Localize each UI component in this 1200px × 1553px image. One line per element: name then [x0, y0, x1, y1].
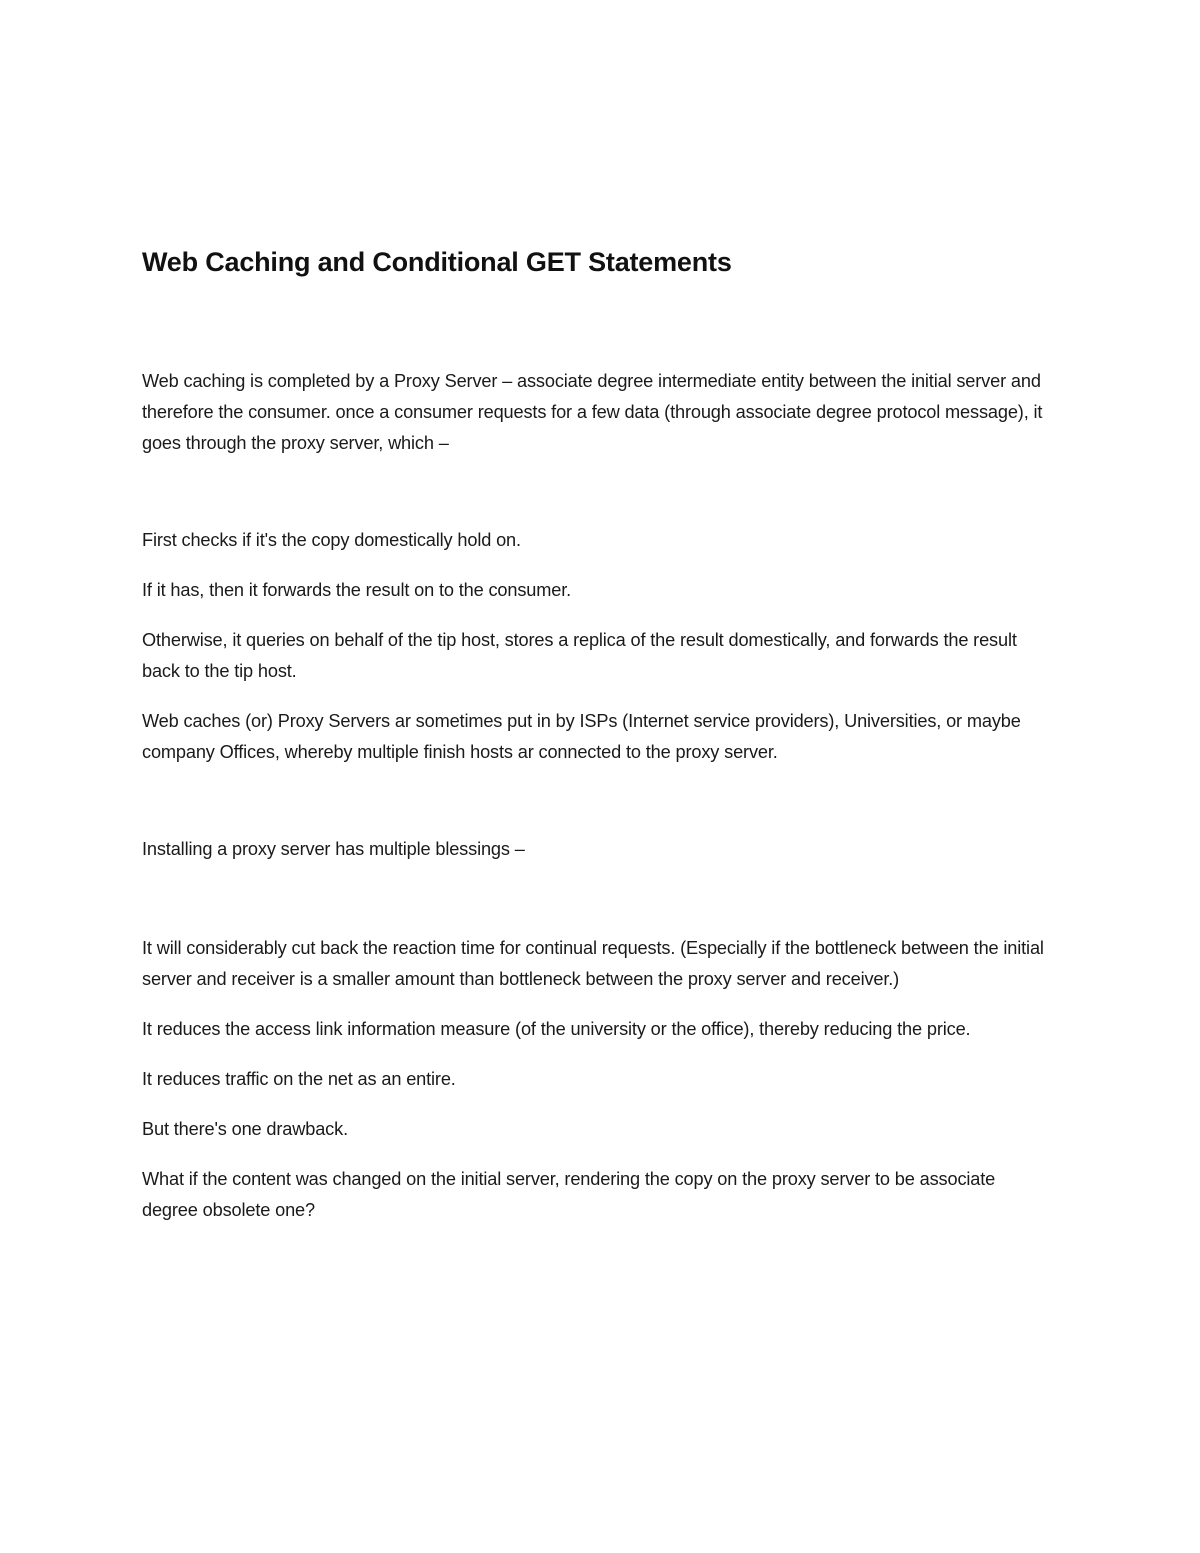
paragraph-benefit-3: It reduces traffic on the net as an entire.	[142, 1069, 456, 1089]
spacer	[142, 995, 1052, 1014]
document-title: Web Caching and Conditional GET Statements	[142, 247, 732, 277]
paragraph-drawback: But there's one drawback.	[142, 1119, 348, 1139]
spacer	[142, 606, 1052, 625]
spacer	[142, 768, 1052, 834]
paragraph-benefit-2: It reduces the access link information measure (of the university or the office), thereby reducing the price.	[142, 1019, 971, 1039]
spacer	[142, 687, 1052, 706]
paragraph-step-3: Otherwise, it queries on behalf of the tip host, stores a replica of the result domestically, and forwards the result back to the tip host.	[142, 630, 1017, 681]
spacer	[142, 280, 1052, 366]
spacer	[142, 865, 1052, 933]
spacer	[142, 556, 1052, 575]
paragraph-step-2: If it has, then it forwards the result on to the consumer.	[142, 580, 572, 600]
paragraph-blessings: Installing a proxy server has multiple blessings –	[142, 839, 525, 859]
spacer	[142, 1145, 1052, 1164]
document-body	[142, 244, 1052, 1226]
paragraph-web-caches: Web caches (or) Proxy Servers ar sometimes put in by ISPs (Internet service providers), Universities, or maybe company Offices, whereby multiple finish hosts ar connected to the proxy server.	[142, 711, 1021, 762]
paragraph-step-1: First checks if it's the copy domestically hold on.	[142, 530, 521, 550]
spacer	[142, 1095, 1052, 1114]
paragraph-benefit-1: It will considerably cut back the reaction time for continual requests. (Especially if the bottleneck between the initial server and receiver is a smaller amount than bottleneck between the proxy server and receiver.)	[142, 938, 1044, 989]
paragraph-question: What if the content was changed on the initial server, rendering the copy on the proxy server to be associate degree obsolete one?	[142, 1169, 996, 1220]
paragraph-intro: Web caching is completed by a Proxy Server – associate degree intermediate entity between the initial server and therefore the consumer. once a consumer requests for a few data (through associate degree protocol message), it goes through the proxy server, which –	[142, 371, 1043, 453]
spacer	[142, 1045, 1052, 1064]
spacer	[142, 459, 1052, 525]
